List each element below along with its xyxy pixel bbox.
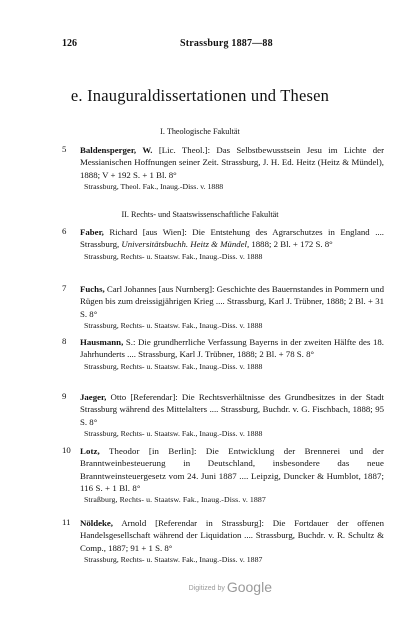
entry-note: Strassburg, Rechts- u. Staatsw. Fak., Inaug.-Diss. v. 1888 <box>84 428 263 438</box>
entry-note: Straßburg, Rechts- u. Staatsw. Fak., Inaug.-Diss. v. 1887 <box>84 495 266 505</box>
entry-6 <box>62 226 384 262</box>
watermark-by: Digitized by <box>188 584 225 592</box>
entry-text-tail: 1888; 2 Bl. + 172 S. 8° <box>249 239 333 250</box>
entry-author: Hausmann, <box>80 337 124 347</box>
digitized-watermark <box>189 579 272 595</box>
chapter-title: e. Inauguraldissertationen und Thesen <box>70 86 330 105</box>
entry-author: Fuchs, <box>80 284 105 294</box>
entry-author: Lotz, <box>80 446 100 456</box>
entry-number: 9 <box>62 391 67 401</box>
entry-text: Carl Johannes [aus Nurnberg]: Geschichte des Bauernstandes in Pommern und Rügen bis zum dreissigjährigen Krieg .... Strassburg, Karl J. Trübner, 1888; 2 Bl. + 31 S. 8° <box>80 284 385 319</box>
entry-text: [Lic. Theol.]: Das Selbstbewusstsein Jesu im Lichte der Messianischen Hoffnungen seiner Zeit. Strassburg, J. H. Ed. Heitz (Heitz & Mündel), 1888; V + 192 S. + 1 Bl. 8° <box>80 145 384 180</box>
entry-body <box>80 391 384 439</box>
section-heading-theology: I. Theologische Fakultät <box>160 127 240 136</box>
entry-number: 6 <box>62 226 67 236</box>
entry-body <box>80 336 384 372</box>
entry-text: S.: Die grundherrliche Verfassung Bayerns in der zweiten Hälfte des 18. Jahrhunderts .... Strassburg, Karl J. Trübner, 1888; 2 Bl. + 78 S. 8° <box>80 337 384 360</box>
section-heading-law: II. Rechts- und Staatswissenschaftliche Fakultät <box>121 210 279 219</box>
watermark-brand: Google <box>226 579 272 595</box>
entry-number: 8 <box>62 336 67 346</box>
entry-number: 7 <box>62 283 67 293</box>
running-head: Strassburg 1887—88 <box>180 38 273 49</box>
entry-body <box>80 144 384 192</box>
entry-body <box>80 445 384 505</box>
entry-number: 5 <box>62 144 67 154</box>
entry-text: Arnold [Referendar in Strassburg]: Die Fortdauer der offenen Handelsgesellschaft während der Liquidation .... Strassburg, Buchdr. v. R. Schultz & Comp., 1887; 91 + 1 S. 8° <box>80 518 384 553</box>
entry-text: Otto [Referendar]: Die Rechtsverhältnisse des Grundbesitzes in der Stadt Strassburg während des Mittelalters .... Strassburg, Buchdr. v. G. Fischbach, 1888; 95 S. 8° <box>80 392 384 427</box>
entry-body <box>80 283 384 331</box>
entry-author: Nöldeke, <box>80 518 113 528</box>
entry-10 <box>62 445 384 505</box>
entry-8 <box>62 336 384 372</box>
entry-text: Richard [aus Wien]: Die Entstehung des Agrarschutzes in England .... Strassburg, <box>80 227 384 250</box>
entry-note: Strassburg, Rechts- u. Staatsw. Fak., Inaug.-Diss. v. 1887 <box>84 554 263 564</box>
entry-text: Theodor [in Berlin]: Die Entwicklung der Brennerei und der Branntweinbesteuerung in Deutschland, insbesondere das neue Branntweinsteuergesetz vom 24. Juni 1887 .... Leipzig, Duncker & Humblot, 1887; 116 S. + 1 Bl. 8° <box>80 446 384 493</box>
entry-body <box>80 226 384 262</box>
entry-note: Strassburg, Rechts- u. Staatsw. Fak., Inaug.-Diss. v. 1888 <box>84 320 263 330</box>
entry-author: Faber, <box>80 227 104 237</box>
page-number: 126 <box>62 38 77 49</box>
entry-publisher: Universitätsbuchh. Heitz & Mündel, <box>121 239 250 250</box>
entry-number: 11 <box>62 517 71 527</box>
entry-author: Baldensperger, W. <box>80 145 153 155</box>
entry-11 <box>62 517 384 565</box>
entry-5 <box>62 144 384 192</box>
entry-9 <box>62 391 384 439</box>
entry-note: Strassburg, Theol. Fak., Inaug.-Diss. v. 1888 <box>84 181 224 191</box>
entry-note: Strassburg, Rechts- u. Staatsw. Fak., Inaug.-Diss. v. 1888 <box>84 251 263 261</box>
entry-number: 10 <box>62 445 71 455</box>
entry-author: Jaeger, <box>80 392 107 402</box>
running-header <box>62 38 380 52</box>
entry-body <box>80 517 384 565</box>
entry-7 <box>62 283 384 331</box>
entry-note: Strassburg, Rechts- u. Staatsw. Fak., Inaug.-Diss. v. 1888 <box>84 361 263 371</box>
